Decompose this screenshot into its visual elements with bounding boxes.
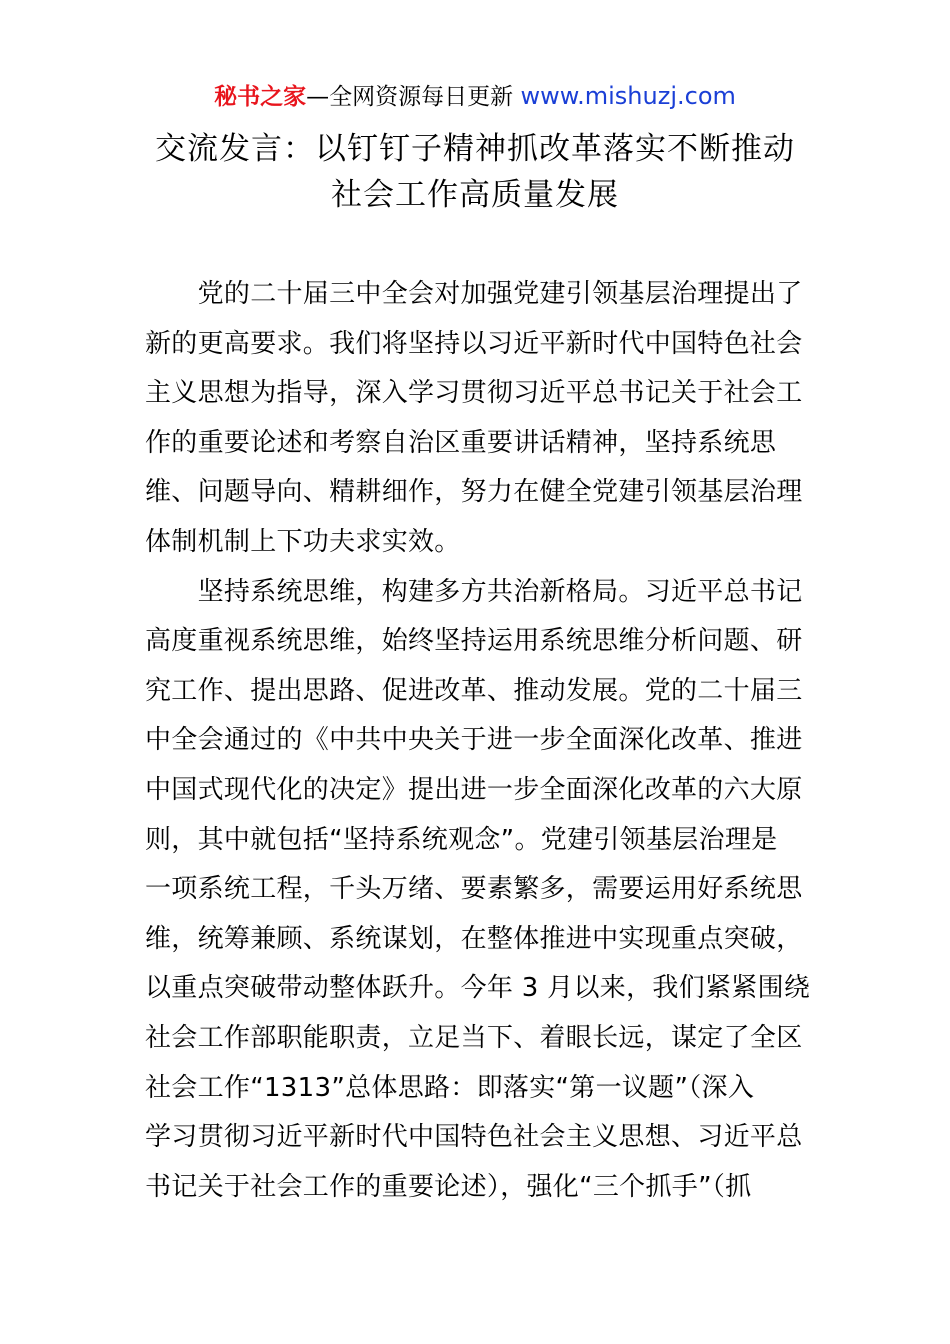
- paragraph-line: 党的二十届三中全会对加强党建引领基层治理提出了: [145, 279, 803, 309]
- brand-name: 秘书之家: [214, 84, 307, 110]
- site-header: [0, 80, 950, 113]
- site-url-link[interactable]: www.mishuzj.com: [520, 82, 736, 110]
- paragraph-line: 以重点突破带动整体跃升。今年 3 月以来，我们紧紧围绕: [145, 973, 811, 1004]
- paragraph-line: 作的重要论述和考察自治区重要讲话精神，坚持系统思: [145, 427, 777, 458]
- paragraph-line: 维，统筹兼顾、系统谋划，在整体推进中实现重点突破，: [145, 923, 803, 954]
- paragraph-line: 新的更高要求。我们将坚持以习近平新时代中国特色社会: [145, 328, 803, 359]
- paragraph-line: 主义思想为指导，深入学习贯彻习近平总书记关于社会工: [145, 378, 803, 409]
- document-body: [145, 270, 811, 1212]
- paragraph-line: 书记关于社会工作的重要论述），强化“三个抓手”（抓: [145, 1171, 752, 1202]
- paragraph-line: 究工作、提出思路、促进改革、推动发展。党的二十届三: [145, 675, 803, 706]
- paragraph-line: 则，其中就包括“坚持系统观念”。党建引领基层治理是: [145, 824, 778, 855]
- paragraph-2: [145, 568, 811, 1213]
- paragraph-line: 体制机制上下功夫求实效。: [145, 526, 461, 557]
- title-line-1: 交流发言：以钉钉子精神抓改革落实不断推动: [155, 131, 795, 167]
- paragraph-1: [145, 270, 807, 568]
- paragraph-line: 中全会通过的《中共中央关于进一步全面深化改革、推进: [145, 725, 803, 756]
- document-title: [0, 126, 950, 218]
- paragraph-line: 坚持系统思维，构建多方共治新格局。习近平总书记: [145, 576, 803, 607]
- paragraph-line: 高度重视系统思维，始终坚持运用系统思维分析问题、研: [145, 626, 803, 657]
- paragraph-line: 学习贯彻习近平新时代中国特色社会主义思想、习近平总: [145, 1122, 803, 1153]
- title-line-2: 社会工作高质量发展: [331, 177, 619, 213]
- paragraph-line: 维、问题导向、精耕细作，努力在健全党建引领基层治理: [145, 477, 803, 508]
- paragraph-line: 社会工作部职能职责，立足当下、着眼长远，谋定了全区: [145, 1022, 803, 1053]
- header-tagline: —全网资源每日更新: [306, 84, 514, 110]
- paragraph-line: 社会工作“1313”总体思路：即落实“第一议题”（深入: [145, 1072, 755, 1103]
- paragraph-line: 一项系统工程，千头万绪、要素繁多，需要运用好系统思: [145, 874, 803, 905]
- paragraph-line: 中国式现代化的决定》提出进一步全面深化改革的六大原: [145, 774, 803, 805]
